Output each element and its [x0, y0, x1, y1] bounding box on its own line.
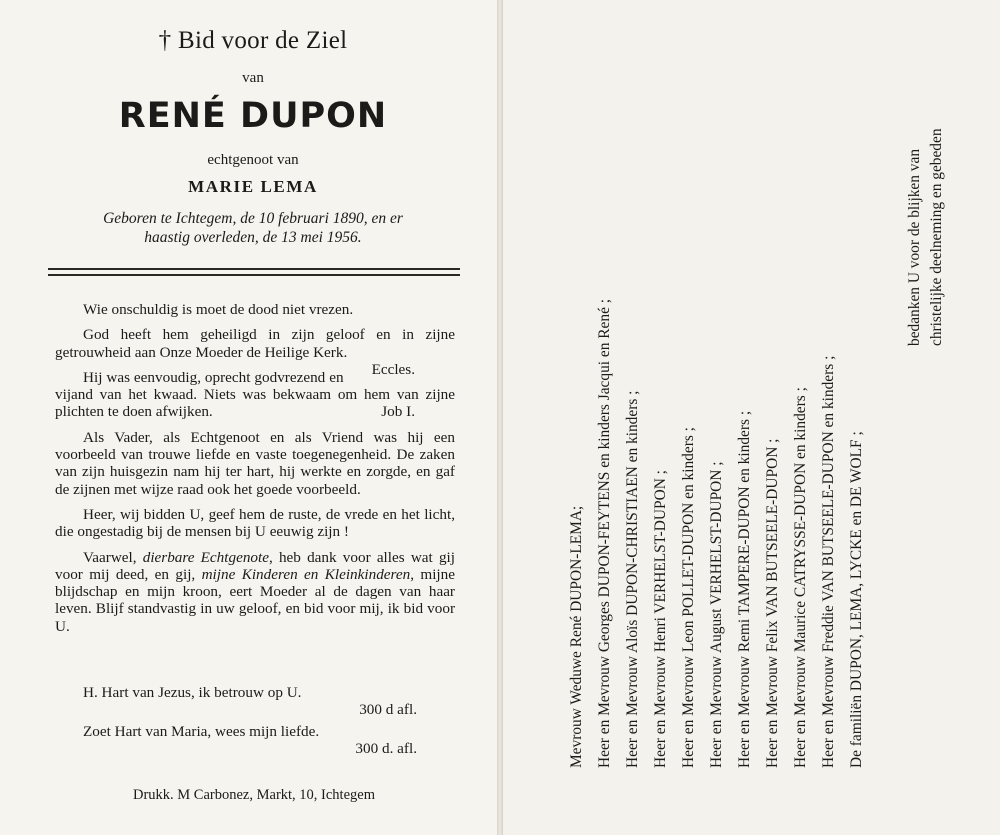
farewell-children: mijne Kinderen en Kleinkinderen: [201, 565, 411, 583]
acknowledgement-text: [503, 0, 1000, 835]
spouse-intro: echtgenoot van: [207, 152, 299, 168]
family-line: Heer en Mevrouw August VERHELST-DUPON ;: [708, 461, 725, 768]
family-line: Heer en Mevrouw Henri VERHELST-DUPON ;: [652, 470, 669, 768]
memorial-card-front: [0, 0, 497, 835]
paragraph-6: [55, 549, 455, 635]
divider-bottom: [48, 274, 460, 276]
farewell-end: , mijne blijdschap en mijn kroon, eert Moeder al de dagen van haar leven. Blijf standvastig in uw geloof, en bid voor mij, ik bid voor U.: [55, 565, 455, 635]
divider-top: [48, 268, 460, 270]
prayer-1: H. Hart van Jezus, ik betrouw op U.: [83, 684, 302, 701]
farewell-mid: , heb dank voor alles wat gij voor mij deed, en gij,: [55, 548, 455, 583]
van-text: van: [242, 70, 264, 86]
prayer-2: Zoet Hart van Maria, wees mijn liefde.: [83, 722, 320, 740]
memorial-card-back: [503, 0, 1000, 835]
memorial-text: [55, 301, 455, 635]
family-line: Heer en Mevrouw Georges DUPON-FEYTENS en kinders Jacqui en René ;: [596, 298, 613, 768]
birth-line: Geboren te Ichtegem, de 10 februari 1890, en er: [103, 210, 403, 227]
prayer-1-indulgence: 300 d afl.: [359, 701, 417, 719]
spouse-name: MARIE LEMA: [188, 177, 318, 196]
paragraph-5: Heer, wij bidden U, geef hem de ruste, de vrede en het licht, die ongestadig bij de mensen bij U eeuwig zijn !: [55, 505, 455, 541]
family-line: Heer en Mevrouw Felix VAN BUTSEELE-DUPON ;: [764, 438, 781, 768]
thanks-line-2: christelijke deelneming en gebeden: [928, 128, 945, 346]
source-job: Job I.: [381, 403, 415, 421]
source-eccles: Eccles.: [371, 360, 415, 378]
birth-death-text: [48, 209, 458, 247]
paragraph-3-text: Hij was eenvoudig, oprecht godvrezend en vijand van het kwaad. Niets was bekwaam om hem van zijne plichten te doen afwijken.: [55, 368, 455, 421]
family-line: Heer en Mevrouw Remi TAMPERE-DUPON en kinders ;: [736, 410, 753, 768]
family-line: Heer en Mevrouw Freddie VAN BUTSEELE-DUPON en kinders ;: [820, 355, 837, 768]
family-line: Heer en Mevrouw Maurice CATRYSSE-DUPON en kinders ;: [792, 387, 809, 768]
prayer-2-indulgence: 300 d. afl.: [355, 739, 417, 757]
family-line: Mevrouw Weduwe René DUPON-LEMA;: [568, 505, 585, 768]
paragraph-4: Als Vader, als Echtgenoot en als Vriend was hij een voorbeeld van trouwe liefde en vaste toegenegenheid. De zaken van zijn huisgezin nam hij ter hart, hij werkte en zorgde, en gaf de zijnen met wijze raad ook het goede voorbeeld.: [55, 428, 455, 498]
family-line: Heer en Mevrouw Aloïs DUPON-CHRISTIAEN en kinders ;: [624, 390, 641, 768]
paragraph-2-text: God heeft hem geheiligd in zijn geloof en in zijne getrouwheid aan Onze Moeder de Heilige Kerk.: [55, 326, 455, 361]
printer-line: Drukk. M Carbonez, Markt, 10, Ichtegem: [132, 787, 375, 803]
prayers: [55, 684, 455, 757]
farewell-spouse: dierbare Echtgenote: [142, 548, 269, 566]
family-line: De familiën DUPON, LEMA, LYCKE en DE WOLF ;: [848, 431, 865, 768]
thanks-line-1: bedanken U voor de blijken van: [906, 148, 923, 346]
farewell-start: Vaarwel,: [83, 548, 143, 566]
deceased-name: RENÉ DUPON: [118, 96, 388, 136]
paragraph-2: [55, 326, 455, 378]
paragraph-1: Wie onschuldig is moet de dood niet vrezen.: [83, 301, 354, 318]
family-line: Heer en Mevrouw Leon POLLET-DUPON en kinders ;: [680, 427, 697, 768]
card-header: † Bid voor de Ziel: [158, 27, 348, 54]
death-line: haastig overleden, de 13 mei 1956.: [144, 229, 362, 246]
